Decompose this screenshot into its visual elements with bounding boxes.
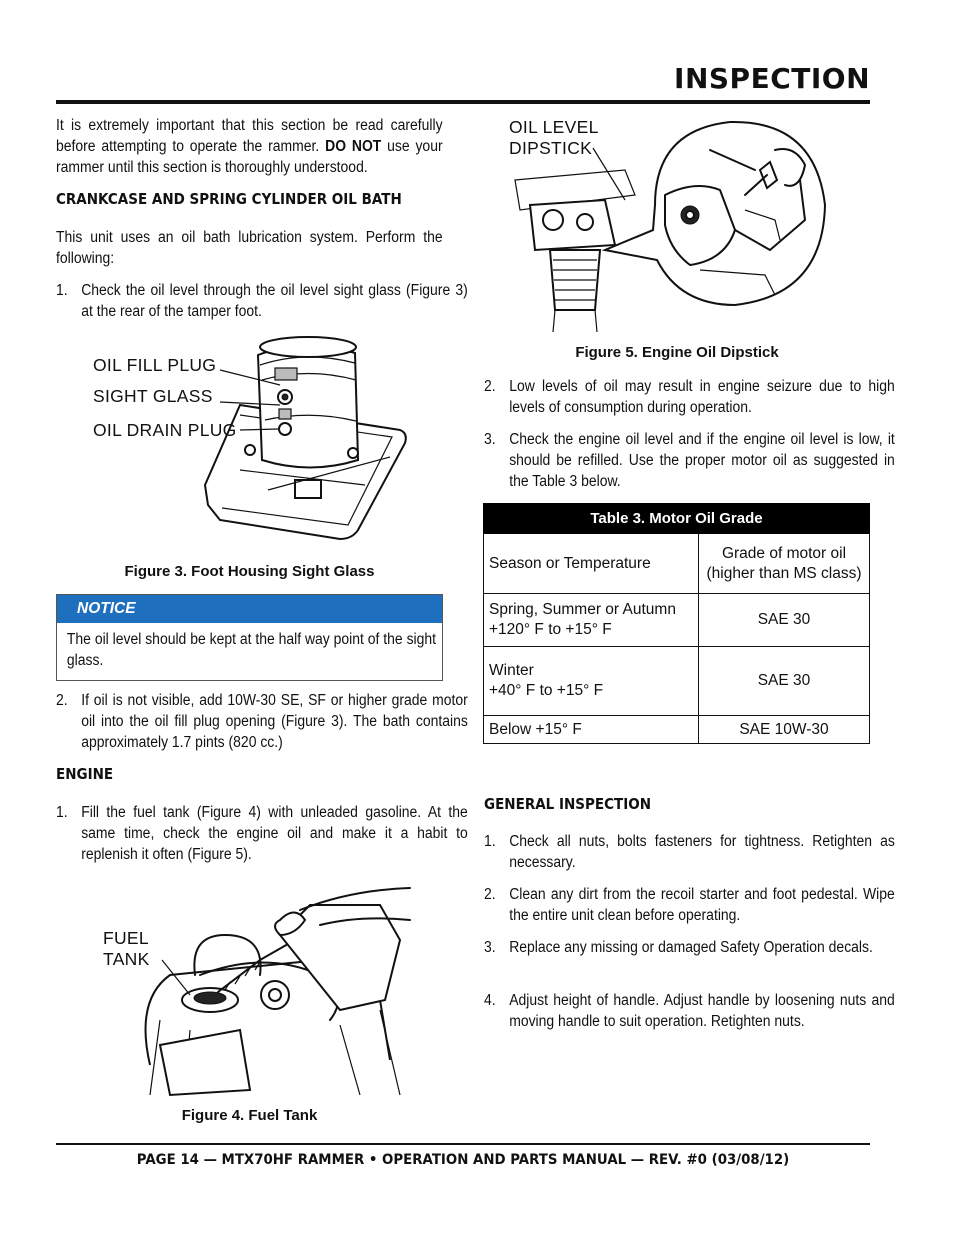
oil-level-label-line-1: OIL LEVEL [509, 117, 599, 137]
table-header-row [484, 534, 870, 594]
season-line-2: +120° F to +15° F [489, 621, 612, 638]
crankcase-paragraph: This unit uses an oil bath lubrication system. Perform the following: [56, 229, 443, 267]
list-number: 1. [56, 804, 68, 821]
list-text: Check the engine oil level and if the engine oil level is low, it should be refilled. Use the proper motor oil as suggested in the Table 3 below. [509, 431, 895, 490]
table-cell-season [484, 594, 699, 647]
general-step-1 [484, 831, 895, 873]
table-row [484, 716, 870, 744]
engine-step-1 [56, 802, 468, 865]
intro-text-before: It is extremely important that this section be read carefully before attempting to operate the rammer. [56, 117, 443, 155]
intro-paragraph [56, 115, 443, 178]
oil-drain-plug-label: OIL DRAIN PLUG [93, 420, 237, 440]
figure-3-caption: Figure 3. Foot Housing Sight Glass [124, 563, 375, 580]
list-number: 2. [56, 692, 68, 709]
fuel-label-line-2: TANK [103, 949, 150, 969]
list-number: 3. [484, 939, 496, 956]
table-header-grade [699, 534, 870, 594]
list-number: 2. [484, 886, 496, 903]
notice-heading: NOTICE [57, 595, 442, 623]
season-line-1: Winter [489, 662, 534, 679]
table-header-grade-line-1: Grade of motor oil [721, 544, 847, 562]
crankcase-text [56, 227, 443, 269]
season-line-2: +40° F to +15° F [489, 682, 604, 699]
motor-oil-grade-table [483, 503, 870, 744]
general-step-3 [484, 937, 873, 958]
list-text: Check all nuts, bolts fasteners for tightness. Retighten as necessary. [509, 833, 895, 871]
crankcase-step-1 [56, 280, 468, 322]
list-text: Replace any missing or damaged Safety Operation decals. [509, 939, 873, 956]
table-cell-grade: SAE 10W-30 [699, 716, 870, 744]
table-header-grade-line-2: (higher than MS class) [706, 564, 862, 582]
intro-text-after: use your rammer until this section is thoroughly understood. [56, 138, 443, 176]
season-line-1: Spring, Summer or Autumn [489, 601, 676, 618]
sight-glass-label: SIGHT GLASS [93, 386, 213, 406]
table-row [484, 647, 870, 716]
table-row [484, 594, 870, 647]
figure-4-caption: Figure 4. Fuel Tank [181, 1107, 318, 1124]
notice-box [56, 594, 443, 681]
list-number: 4. [484, 992, 496, 1009]
oil-fill-plug-label: OIL FILL PLUG [93, 355, 217, 375]
header-rule [56, 100, 870, 104]
footer-rule [56, 1143, 870, 1145]
general-step-2 [484, 884, 895, 926]
list-text: If oil is not visible, add 10W-30 SE, SF or higher grade motor oil into the oil fill plug opening (Figure 3). The bath contains approximately 1.7 pints (820 cc.) [81, 692, 468, 751]
season-line-1: Below +15° F [489, 720, 582, 738]
list-number: 3. [484, 431, 496, 448]
table-cell-grade: SAE 30 [699, 594, 870, 647]
crankcase-step-2 [56, 690, 468, 753]
oil-level-label-line-2: DIPSTICK [509, 138, 593, 158]
page-title: INSPECTION [674, 62, 870, 95]
engine-step-3 [484, 429, 895, 492]
table-cell-season [484, 716, 699, 744]
engine-step-2 [484, 376, 895, 418]
list-number: 2. [484, 378, 496, 395]
list-number: 1. [56, 282, 68, 299]
list-text: Check the oil level through the oil level sight glass (Figure 3) at the rear of the tamper foot. [81, 282, 468, 320]
figure-5-caption: Figure 5. Engine Oil Dipstick [575, 344, 779, 361]
table-cell-season [484, 647, 699, 716]
table-header-season: Season or Temperature [484, 534, 699, 594]
table-title-row [484, 504, 870, 534]
engine-heading: ENGINE [56, 765, 114, 783]
crankcase-heading: CRANKCASE AND SPRING CYLINDER OIL BATH [56, 190, 402, 208]
table-title: Table 3. Motor Oil Grade [484, 504, 870, 534]
general-step-4 [484, 990, 895, 1032]
page-footer: PAGE 14 — MTX70HF RAMMER • OPERATION AND PARTS MANUAL — REV. #0 (03/08/12) [136, 1152, 790, 1168]
list-text: Adjust height of handle. Adjust handle by loosening nuts and moving handle to suit operation. Retighten nuts. [509, 992, 895, 1030]
table-cell-grade: SAE 30 [699, 647, 870, 716]
list-text: Clean any dirt from the recoil starter and foot pedestal. Wipe the entire unit clean before operating. [509, 886, 895, 924]
fuel-label-line-1: FUEL [103, 928, 149, 948]
fuel-tank-illustration [90, 880, 420, 1100]
list-text: Fill the fuel tank (Figure 4) with unleaded gasoline. At the same time, check the engine oil and make it a habit to replenish it often (Figure 5). [81, 804, 468, 863]
list-text: Low levels of oil may result in engine seizure due to high levels of consumption during operation. [509, 378, 895, 416]
notice-text: The oil level should be kept at the half way point of the sight glass. [66, 631, 437, 669]
intro-text-bold: DO NOT [325, 138, 382, 155]
general-inspection-heading: GENERAL INSPECTION [484, 795, 652, 813]
list-number: 1. [484, 833, 496, 850]
